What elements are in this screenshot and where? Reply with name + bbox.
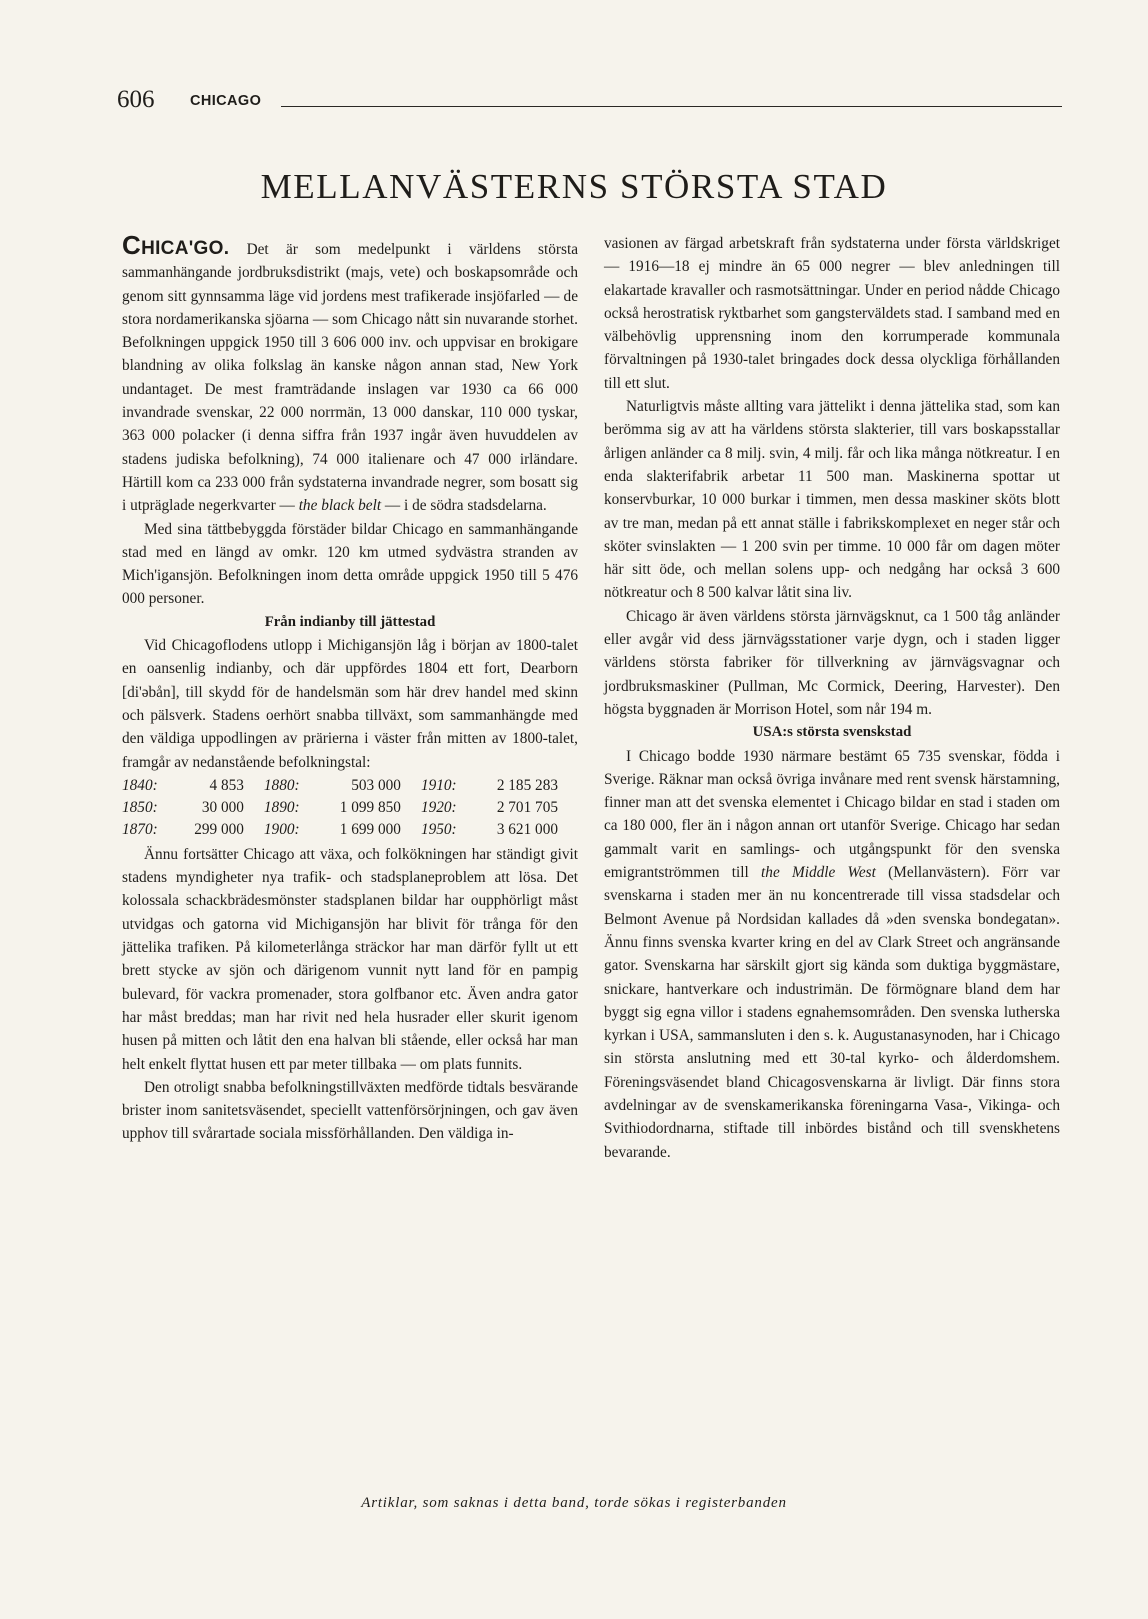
paragraph: Vid Chicagoflodens utlopp i Michigansjön låg i början av 1800-talet en oansenlig indianby, och där uppfördes 1804 ett fort, Dearborn [di'əbån], till skydd för de handelsmän som här drev handel med skinn och pälsverk. Stadens oerhört snabba tillväxt, som sammanhängde med den väldiga uppodlingen av prärierna i väster från mitten av 1800-talet, framgår av nedanstående befolkningstal:: [122, 637, 578, 771]
section-subhead: USA:s största svenskstad: [752, 724, 912, 741]
page-number: 606: [117, 86, 155, 113]
paragraph: Ännu fortsätter Chicago att växa, och folkökningen har ständigt givit stadens myndigheter nya trafik- och stadsplaneproblem att lösa. Det kolossala schackbrädesmönster stadsplanen bildar har oupphörligt måst utvidgas och gatorna vid Michigansjön har blivit för trånga för den jättelika trafiken. På kilometerlånga sträckor har man därför fyllt ut ett brett stycke av sjön och därigenom vunnit nytt land för en pampig bulevard, för vackra promenader, stora golfbanor etc. Även andra gator har måst breddas; man har rivit ned hela husrader eller skurit igenom husen på mitten och låtit den ena halvan bli stående, eller också har man helt enkelt flyttat husen ett par meter tillbaka — om plats funnits.: [122, 845, 578, 1073]
table-row: 1870: 299 000 1900: 1 699 000 1950: 3 621 000: [122, 820, 558, 838]
left-column: [122, 230, 578, 1146]
paragraph: Den otroligt snabba befolkningstillväxten medförde tidtals besvärande brister inom sanitetsväsendet, speciellt vattenförsörjningen, och gav även upphov till svårartade sociala missförhållanden. Den väldiga in-: [122, 1078, 578, 1143]
right-column: [604, 232, 1060, 1164]
header-rule: [281, 106, 1062, 107]
table-row: 1850: 30 000 1890: 1 099 850 1920: 2 701 705: [122, 798, 558, 816]
running-head: [117, 86, 1062, 116]
paragraph: vasionen av färgad arbetskraft från sydstaterna under första världskriget — 1916—18 ej mindre än 65 000 negrer — blev anledningen till elakartade kravaller och rasmotsättningar. Under en period nådde Chicago också herostratisk ryktbarhet som gangsterväldets stad. I samband med en välbehövlig upprensning inom den korrumperade kommunala förvaltningen på 1930-talet bringades dock dessa olyckliga förhållanden till ett slut.: [604, 235, 1060, 392]
paragraph: I Chicago bodde 1930 närmare bestämt 65 735 svenskar, födda i Sverige. Räknar man också övriga invånare med rent svensk härstamning, finner man att det svenska elementet i Chicago bildar en stad i staden om ca 180 000, fler än i någon annan ort utanför Sverige. Chicago har sedan gammalt varit en samlings- och utgångspunkt för den svenska emigrantströmmen till the Middle West (Mellanvästern). Förr var svenskarna i staden mer än nu koncentrerade till vissa stadsdelar och Belmont Avenue på Nordsidan kallades då »den svenska bondegatan». Ännu finns svenska kvarter kring en del av Clark Street och angränsande gator. Svenskarna har särskilt gjort sig kända som duktiga byggmästare, snickare, hantverkare och industrimän. De förmögnare bland dem har byggt sig egna villor i stadens egnahemsområden. Den svenska lutherska kyrkan i USA, sammansluten i den s. k. Augustanasynoden, har i Chicago sin största anslutning med ett 30-tal kyrko- och ålderdomshem. Föreningsväsendet bland Chicagosvenskarna är livligt. Där finns stora avdelningar av de svenskamerikanska föreningarna Vasa-, Vikinga- och Svithiodordnarna, stiftade till inbördes bistånd och till svenskhetens bevarande.: [604, 747, 1061, 1161]
paragraph: Naturligtvis måste allting vara jättelikt i denna jättelika stad, som kan berömma sig av att ha världens största slakterier, till vars boskapsstallar årligen anländer ca 8 milj. svin, 4 milj. får och lika många nötkreatur. I en enda slakterifabrik arbetar 11 500 man. Maskinerna spottar ut konservburkar, 10 000 burkar i timmen, men dessa maskiner sköts blott av tre man, medan på ett annat ställe i fabrikskomplexet en neger står och sköter svinslakten — 1 200 svin per timme. 10 000 får om dagen möter här sitt öde, och mellan solens upp- och nedgång har också 3 600 nötkreatur och 8 500 kalvar låtit sina liv.: [604, 398, 1060, 602]
paragraph: Chicago är även världens största järnvägsknut, ca 1 500 tåg anländer eller avgår vid dess järnvägsstationer varje dygn, och i staden ligger världens största fabriker för tillverkning av järnvägsvagnar och jordbruksmaskiner (Pullman, Mc Cormick, Deering, Harvester). Den högsta byggnaden är Morrison Hotel, som når 194 m.: [604, 607, 1060, 718]
paragraph: CHICA'GO. Det är som medelpunkt i världens största sammanhängande jordbruksdistrikt (majs, vete) och boskapsområde och genom sitt gynnsamma läge vid jordens mest trafikerade insjöfarled — de stora nordamerikanska sjöarna — som Chicago nått sin nuvarande storhet. Befolkningen uppgick 1950 till 3 606 000 inv. och uppvisar en brokigare blandning av olika folkslag än kanske någon annan stad, New York undantaget. De mest framträdande inslagen var 1930 ca 66 000 invandrade svenskar, 22 000 norrmän, 13 000 danskar, 110 000 tyskar, 363 000 polacker (i denna siffra från 1937 ingår även huvuddelen av stadens judiska befolkning), 74 000 italienare och 47 000 irländare. Härtill kom ca 233 000 från sydstaterna invandrade negrer, som bosatt sig i utpräglade negerkvarter — the black belt — i de södra stadsdelarna.: [122, 230, 578, 515]
footer-note: Artiklar, som saknas i detta band, torde sökas i registerbanden: [361, 1495, 787, 1511]
population-table: [122, 775, 578, 841]
table-row: 1840: 4 853 1880: 503 000 1910: 2 185 283: [122, 776, 558, 794]
paragraph: Med sina tättbebyggda förstäder bildar Chicago en sammanhängande stad med en längd av omkr. 120 km utmed sydvästra stranden av Mich'igansjön. Befolkningen inom detta område uppgick 1950 till 5 476 000 personer.: [122, 520, 578, 608]
lemma: CHICA'GO.: [122, 230, 230, 260]
article-title: MELLANVÄSTERNS STÖRSTA STAD: [260, 167, 888, 206]
section-subhead: Från indianby till jättestad: [264, 613, 436, 630]
running-title: CHICAGO: [190, 93, 262, 109]
